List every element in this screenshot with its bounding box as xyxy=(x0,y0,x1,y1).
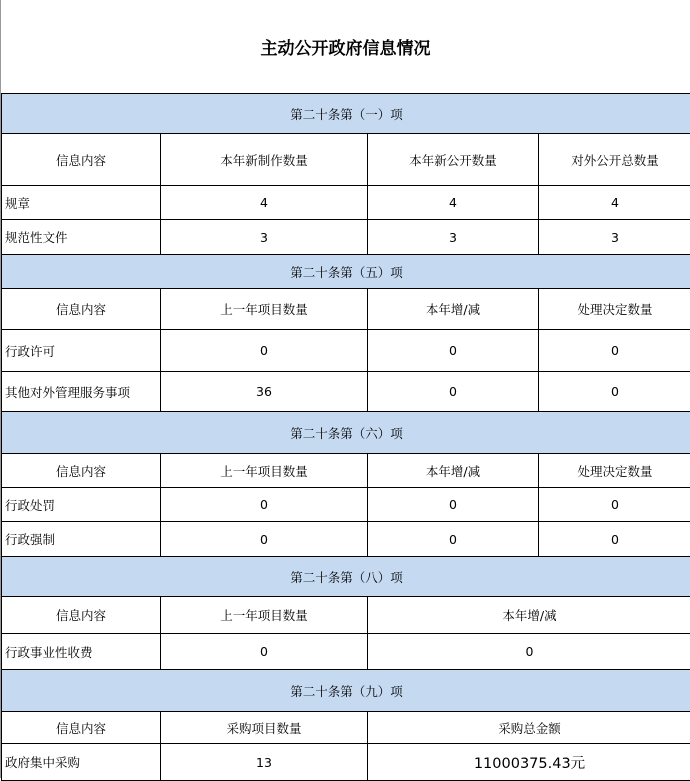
row-label: 行政许可 xyxy=(2,330,161,372)
page-title: 主动公开政府信息情况 xyxy=(1,0,690,93)
cell-value: 0 xyxy=(539,372,690,412)
cell-value: 4 xyxy=(368,186,539,220)
total-amount: 11000375.43元 xyxy=(368,744,690,781)
column-header-row xyxy=(2,289,690,330)
column-header: 信息内容 xyxy=(2,597,161,634)
column-header: 上一年项目数量 xyxy=(161,454,368,488)
cell-value: 3 xyxy=(161,220,368,255)
row-label: 行政处罚 xyxy=(2,488,161,522)
section-header xyxy=(2,94,690,134)
row-label: 规范性文件 xyxy=(2,220,161,255)
section-header xyxy=(2,670,690,712)
column-header-row xyxy=(2,712,690,744)
cell-value: 0 xyxy=(368,634,690,670)
column-header-row xyxy=(2,454,690,488)
cell-value: 0 xyxy=(539,522,690,557)
cell-value: 36 xyxy=(161,372,368,412)
column-header: 本年增/减 xyxy=(368,289,539,330)
table-row xyxy=(2,634,690,670)
disclosure-table xyxy=(1,93,690,781)
cell-value: 0 xyxy=(161,522,368,557)
column-header: 上一年项目数量 xyxy=(161,597,368,634)
column-header: 采购项目数量 xyxy=(161,712,368,744)
row-label: 行政强制 xyxy=(2,522,161,557)
table-row xyxy=(2,522,690,557)
column-header: 本年增/减 xyxy=(368,597,690,634)
column-header-row xyxy=(2,134,690,186)
column-header: 上一年项目数量 xyxy=(161,289,368,330)
cell-value: 0 xyxy=(161,488,368,522)
cell-value: 0 xyxy=(368,522,539,557)
row-label: 其他对外管理服务事项 xyxy=(2,372,161,412)
table-row xyxy=(2,220,690,255)
column-header: 本年增/减 xyxy=(368,454,539,488)
cell-value: 0 xyxy=(539,488,690,522)
cell-value: 0 xyxy=(161,330,368,372)
column-header: 采购总金额 xyxy=(368,712,690,744)
section-title: 第二十条第（八）项 xyxy=(2,557,690,597)
cell-value: 0 xyxy=(368,372,539,412)
section-header xyxy=(2,557,690,597)
section-header xyxy=(2,412,690,454)
row-label: 行政事业性收费 xyxy=(2,634,161,670)
cell-value: 4 xyxy=(539,186,690,220)
section-title: 第二十条第（九）项 xyxy=(2,670,690,712)
section-title: 第二十条第（六）项 xyxy=(2,412,690,454)
cell-value: 13 xyxy=(161,744,368,781)
table-row xyxy=(2,488,690,522)
section-header xyxy=(2,255,690,289)
column-header: 信息内容 xyxy=(2,454,161,488)
row-label: 政府集中采购 xyxy=(2,744,161,781)
cell-value: 4 xyxy=(161,186,368,220)
cell-value: 0 xyxy=(368,488,539,522)
cell-value: 0 xyxy=(539,330,690,372)
table-row xyxy=(2,186,690,220)
column-header: 处理决定数量 xyxy=(539,289,690,330)
section-title: 第二十条第（五）项 xyxy=(2,255,690,289)
column-header: 处理决定数量 xyxy=(539,454,690,488)
column-header: 本年新公开数量 xyxy=(368,134,539,186)
section-title: 第二十条第（一）项 xyxy=(2,94,690,134)
table-row xyxy=(2,744,690,781)
table-row xyxy=(2,372,690,412)
cell-value: 3 xyxy=(539,220,690,255)
table-row xyxy=(2,330,690,372)
column-header: 本年新制作数量 xyxy=(161,134,368,186)
row-label: 规章 xyxy=(2,186,161,220)
column-header: 信息内容 xyxy=(2,134,161,186)
column-header-row xyxy=(2,597,690,634)
cell-value: 0 xyxy=(161,634,368,670)
column-header: 信息内容 xyxy=(2,712,161,744)
column-header: 信息内容 xyxy=(2,289,161,330)
column-header: 对外公开总数量 xyxy=(539,134,690,186)
cell-value: 0 xyxy=(368,330,539,372)
cell-value: 3 xyxy=(368,220,539,255)
